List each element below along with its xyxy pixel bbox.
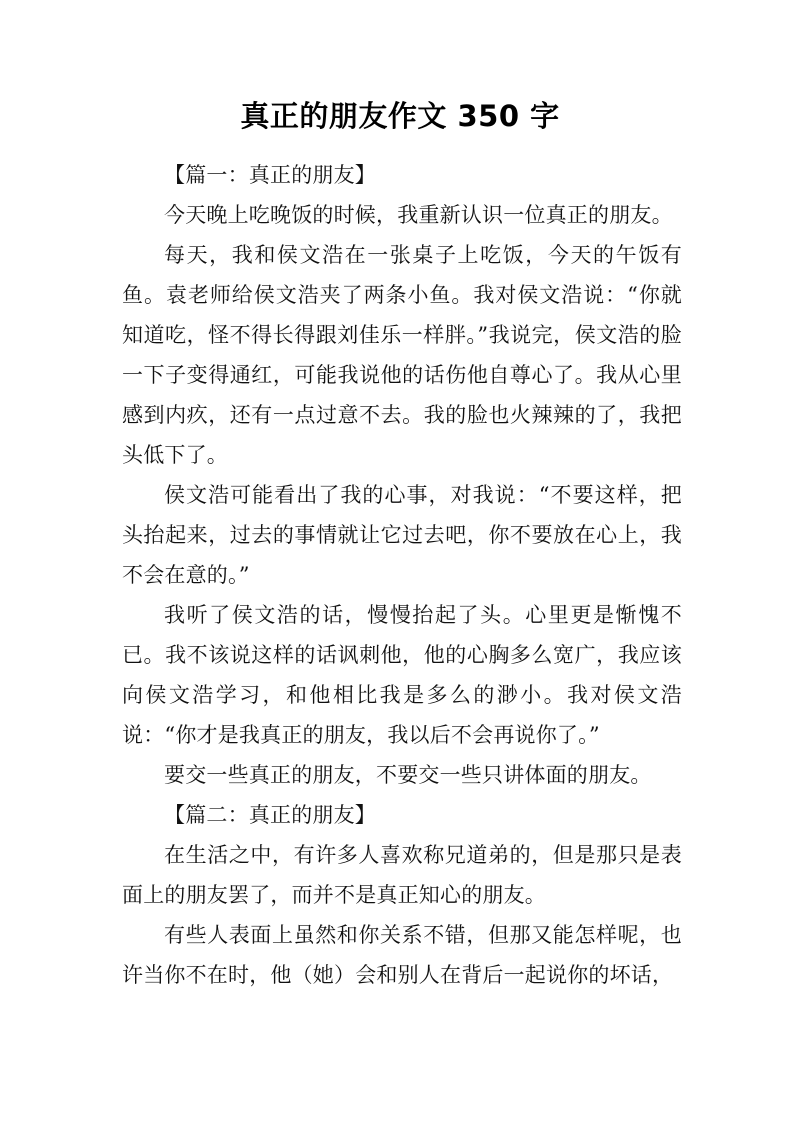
paragraph: 我听了侯文浩的话，慢慢抬起了头。心里更是惭愧不已。我不该说这样的话讽刺他，他的心胸多么宽广，我应该向侯文浩学习，和他相比我是多么的渺小。我对侯文浩说：“你才是我真正的朋友，我以后不会再说你了。” [122,603,682,747]
paragraph: 今天晚上吃晚饭的时候，我重新认识一位真正的朋友。 [164,203,673,227]
paragraph: 侯文浩可能看出了我的心事，对我说：“不要这样，把头抬起来，过去的事情就让它过去吧，你不要放在心上，我不会在意的。” [122,483,682,587]
document-title: 真正的朋友作文 350 字 [240,99,560,133]
paragraph: 每天，我和侯文浩在一张桌子上吃饭，今天的午饭有鱼。袁老师给侯文浩夹了两条小鱼。我对侯文浩说：“你就知道吃，怪不得长得跟刘佳乐一样胖。”我说完，侯文浩的脸一下子变得通红，可能我说他的话伤他自尊心了。我从心里感到内疚，还有一点过意不去。我的脸也火辣辣的了，我把头低下了。 [122,243,682,467]
paragraph: 在生活之中，有许多人喜欢称兄道弟的，但是那只是表面上的朋友罢了，而并不是真正知心的朋友。 [122,843,682,907]
section-heading-1: 【篇一：真正的朋友】 [164,163,376,187]
section-heading-2: 【篇二：真正的朋友】 [164,803,376,827]
paragraph: 有些人表面上虽然和你关系不错，但那又能怎样呢，也许当你不在时，他（她）会和别人在背后一起说你的坏话， [122,923,682,987]
document-body [122,155,682,995]
paragraph: 要交一些真正的朋友，不要交一些只讲体面的朋友。 [164,763,652,787]
